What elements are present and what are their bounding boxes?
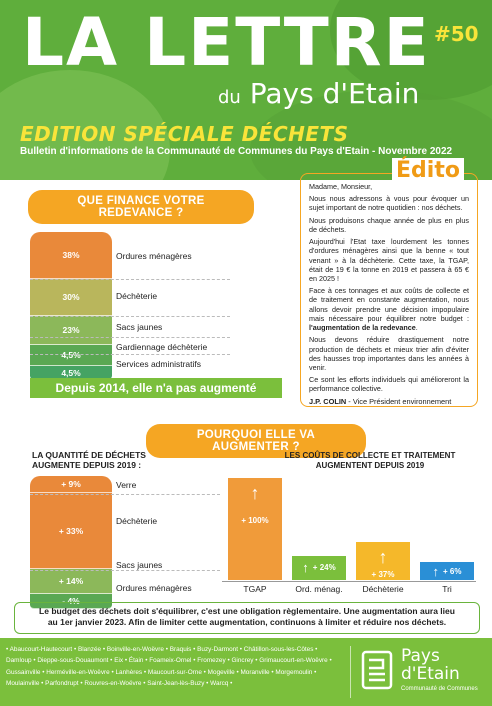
edito-title: Édito — [392, 158, 464, 183]
waste-stack — [30, 476, 112, 609]
edito-emphasis: l'augmentation de la redevance — [309, 323, 416, 333]
up-arrow-icon: ↑ — [302, 560, 309, 576]
costs-bar-chart — [222, 478, 472, 580]
stack-segment: 23% — [30, 316, 112, 345]
edito-paragraph: Aujourd'hui l'Etat taxe lourdement les tonnes d'ordures ménagères ainsi que la benne « tout venant » à la déchèterie. Cette taxe, la TGAP, était de 19 € la tonne en 2019 et passera à 65 € en 2025 ! — [309, 237, 469, 283]
title-line: AUGMENTENT DEPUIS 2019 — [315, 460, 425, 470]
edito-box — [300, 173, 478, 407]
logo-name — [401, 648, 460, 684]
bar-value-label: + 37% — [371, 570, 395, 580]
edito-paragraph: Madame, Monsieur, — [309, 182, 373, 191]
bar-value-label: + 100% — [241, 516, 269, 525]
divider — [30, 570, 220, 571]
title-line: LES COÛTS DE COLLECTE ET TRAITEMENT — [284, 451, 456, 460]
signature-name: J.P. COLIN — [309, 396, 347, 406]
logo-subtitle: Communauté de Communes — [401, 686, 478, 692]
budget-note — [14, 602, 480, 634]
pays-detain-logo — [350, 646, 482, 698]
stack-segment: 4,5% — [30, 366, 112, 380]
stack-row-label: Ordures ménagères — [116, 583, 192, 593]
finance-note: Depuis 2014, elle n'a pas augmenté — [30, 378, 282, 398]
stack-segment: 30% — [30, 279, 112, 316]
divider — [30, 494, 220, 495]
bar-category-label: TGAP — [243, 584, 267, 594]
bar-category-label: Déchèterie — [362, 584, 404, 594]
stack-row-label: Verre — [116, 480, 137, 490]
newsletter-subtitle — [218, 77, 420, 110]
note-line: au 1er janvier 2023. Afin de limiter cette augmentation, continuons à limiter et réduire nos déchets. — [47, 617, 447, 628]
edito-paragraph: Ce sont les efforts individuels qui amélioreront la performance collective. — [309, 375, 469, 394]
edito-paragraph: Nous produisons chaque année de plus en plus de déchets. — [309, 215, 469, 234]
stack-segment: + 14% — [30, 569, 112, 594]
up-arrow-icon: ↑ — [250, 483, 260, 503]
edito-text: Face à ces tonnages et aux coûts de collecte et de traitement en constante augmentation, nous allons devoir prendre une décision impopulaire mais nécessaire pour équilibrer notre budget : — [309, 286, 469, 323]
signature-role: - Vice Président environnement — [346, 396, 452, 406]
bar-3 — [356, 542, 410, 580]
up-arrow-icon: ↑ — [432, 563, 440, 579]
stack-segment: + 9% — [30, 476, 112, 493]
stack-segment: 4,5% — [30, 345, 112, 366]
title-du: du — [218, 87, 241, 108]
costs-chart-title — [270, 451, 470, 470]
edito-paragraph: Nous devons réduire drastiquement notre production de déchets et mieux trier afin d'éviter des hausses trop importantes dans les années à venir. — [309, 335, 469, 372]
chart-baseline — [222, 581, 476, 582]
section-heading-finance: QUE FINANCE VOTRE REDEVANCE ? — [28, 190, 254, 224]
footer-band — [0, 638, 492, 706]
bar-category-label: Ord. ménag. — [295, 584, 343, 594]
waste-quantity-title — [32, 451, 146, 471]
edito-signature — [309, 397, 469, 406]
edito-paragraph — [309, 286, 469, 332]
stack-row-label: Sacs jaunes — [116, 322, 163, 332]
divider — [30, 337, 230, 338]
note-line: Le budget des déchets doit s'équilibrer, c'est une obligation règlementaire. Une augmentation aura lieu — [39, 606, 455, 616]
finance-stack — [30, 232, 112, 380]
bar-category-label: Tri — [442, 584, 452, 594]
bar-value-label: + 6% — [443, 566, 462, 576]
newsletter-title: LA LETTRE — [22, 4, 431, 81]
logo-mark-icon — [361, 650, 393, 690]
edito-text: . — [415, 323, 418, 333]
bar-2 — [292, 556, 346, 580]
up-arrow-icon: ↑ — [378, 547, 388, 568]
header-banner — [0, 0, 492, 180]
edito-paragraph: Nous nous adressons à vous pour évoquer un sujet important de notre quotidien : nos déchets. — [309, 194, 469, 213]
logo-line: d'Etain — [401, 663, 460, 684]
stack-segment: + 33% — [30, 493, 112, 569]
bulletin-line: Bulletin d'informations de la Communauté de Communes du Pays d'Etain - Novembre 2022 — [20, 146, 453, 157]
stack-row-label: Sacs jaunes — [116, 560, 163, 570]
stack-row-label: Déchèterie — [116, 516, 158, 526]
stack-segment: - 4% — [30, 594, 112, 609]
stack-row-label: Gardiennage déchèterie — [116, 342, 208, 352]
logo-line: Pays — [401, 646, 440, 666]
divider — [30, 316, 230, 317]
bar-4 — [420, 562, 474, 580]
edition-title: EDITION SPÉCIALE DÉCHETS — [20, 122, 349, 146]
title-place: Pays d'Etain — [249, 77, 420, 110]
divider — [30, 354, 230, 355]
issue-number: #50 — [434, 22, 479, 46]
stack-segment: 38% — [30, 232, 112, 279]
section-heading-why: POURQUOI ELLE VA AUGMENTER ? — [146, 424, 366, 458]
title-line: LA QUANTITÉ DE DÉCHETS — [32, 450, 146, 460]
title-line: AUGMENTE DEPUIS 2019 : — [32, 459, 142, 470]
bar-value-label: + 24% — [312, 563, 336, 573]
communes-list: • Abaucourt-Hautecourt • Blanzée • Boinville-en-Woëvre • Braquis • Buzy-Darmont • Châtillon-sous-les-Côtes • Damloup • Dieppe-sous-Douaumont • Eix • Étain • Foameix-Ornel • Fromezey • Gincrey • Grimaucourt-en-Woëvre • Gussainville • Herméville-en-Woëvre • Lanhères • Maucourt-sur-Orne • Mogeville • Moranville • Morgemoulin • Moulainville • Parfondrupt • Rouvres-en-Woëvre • Saint-Jean-lès-Buzy • Warcq • — [6, 646, 332, 688]
stack-row-label: Déchèterie — [116, 291, 158, 301]
divider — [30, 279, 230, 280]
stack-row-label: Ordures ménagères — [116, 251, 192, 261]
stack-row-label: Services administratifs — [116, 359, 202, 369]
bar-1 — [228, 478, 282, 580]
